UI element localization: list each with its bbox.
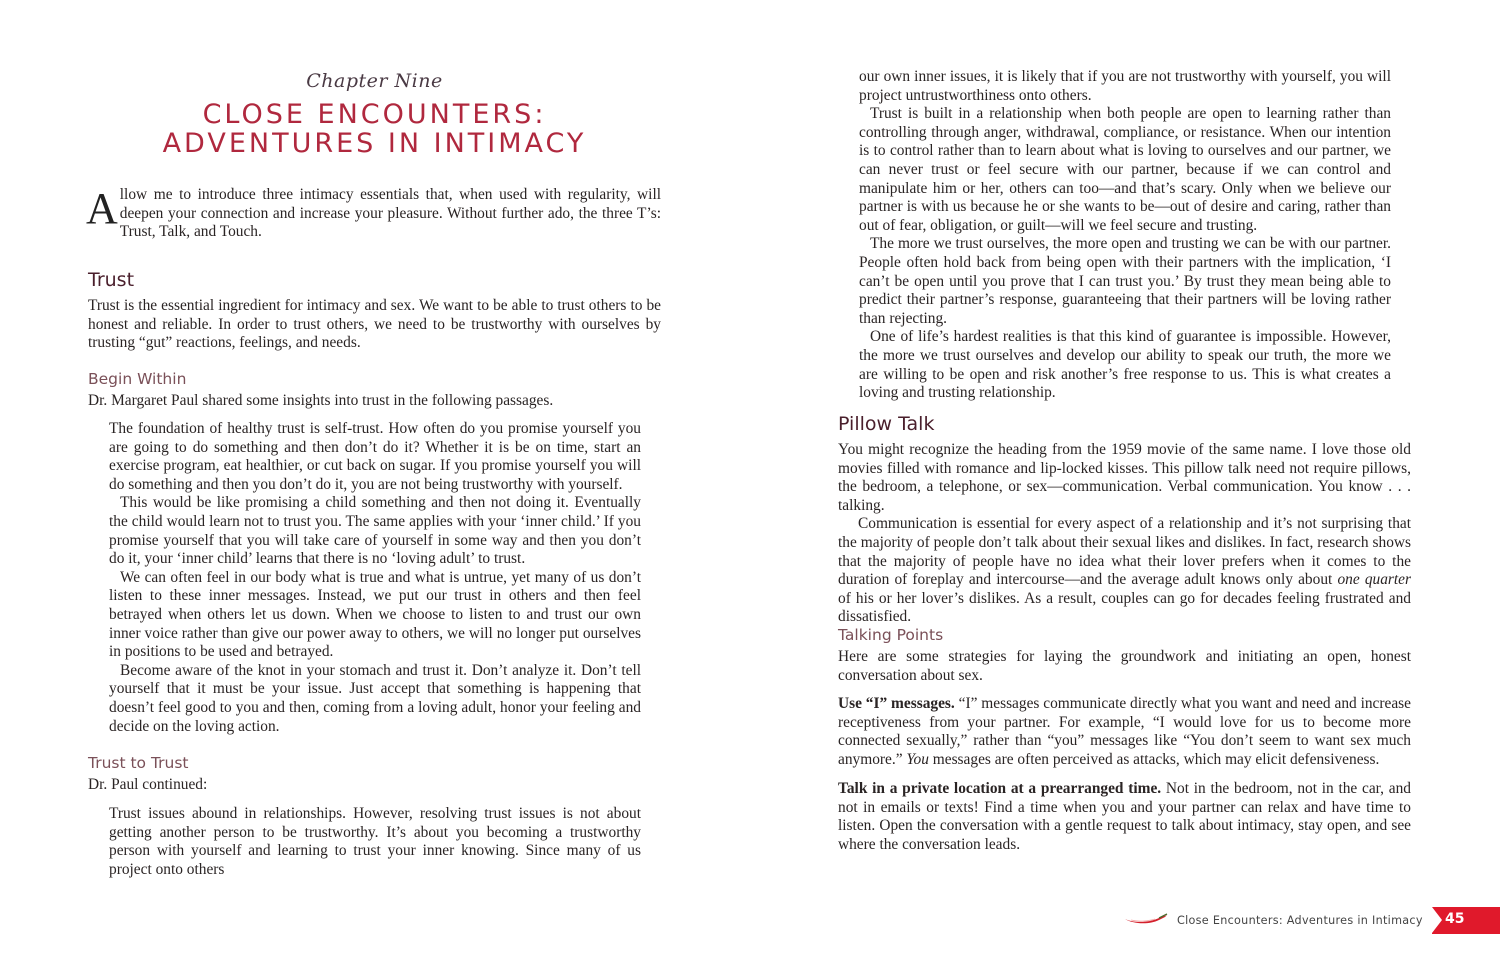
emphasis: one quarter: [1337, 571, 1412, 589]
right-page: [750, 0, 1500, 965]
tip-i-messages: [838, 695, 1411, 769]
subheading-talking-points: Talking Points: [838, 626, 944, 644]
running-title: Close Encounters: Adventures in Intimacy: [1177, 913, 1423, 927]
trust-body: Trust is the essential ingredient for intimacy and sex. We want to be able to trust others to be honest and reliable. In order to trust others, we need to be trustworthy with ourselves by trusting “gut” reactions, feelings, and needs.: [88, 297, 661, 352]
emphasis: You: [906, 750, 929, 768]
page-number: 45: [1445, 911, 1465, 927]
begin-within-lead: Dr. Margaret Paul shared some insights into trust in the following passages.: [88, 392, 554, 409]
text-run: Communication is essential for every aspect of a relationship and it’s not surprising that the majority of people don’t talk about their sexual likes and dislikes. In fact, research shows that the majority of people have no idea what their lover prefers when it comes to the duration of foreplay and intercourse—and the average adult knows only about: [838, 515, 1411, 589]
quote-paragraph: Become aware of the knot in your stomach and trust it. Don’t analyze it. Don’t tell yourself that it must be your issue. Just accept that something is happening that doesn’t feel good to you and then, coming from a loving adult, honor your feeling and decide on the loving action.: [109, 661, 641, 735]
quote-paragraph: We can often feel in our body what is true and what is untrue, yet many of us don’t listen to these inner messages. Instead, we put our trust in others and then feel betrayed when others let us down. When we choose to listen to and trust our own inner voice rather than give our power away to others, we will no longer put ourselves in positions to be used and betrayed.: [109, 568, 641, 661]
tip-title: Talk in a private location at a prearranged time.: [838, 780, 1162, 797]
intro-text: llow me to introduce three intimacy essentials that, when used with regularity, will deepen your connection and increase your pleasure. Without further ado, the three T’s: Trust, Talk, and Touch.: [119, 186, 661, 241]
pillow-talk-paragraph: You might recognize the heading from the 1959 movie of the same name. I love those old movies filled with romance and lip-locked kisses. This pillow talk need not require pillows, the bedroom, a telephone, or sex—communication. Verbal communication. You know . . . talking.: [838, 441, 1411, 514]
quote-paragraph: One of life’s hardest realities is that this kind of guarantee is impossible. However, the more we trust ourselves and develop our ability to speak our truth, the more we are willing to be open and risk another’s free response to us. This is what creates a loving and trusting relationship.: [859, 328, 1391, 402]
text-run: of his or her lover’s dislikes. As a result, couples can go for decades feeling frustrated and dissatisfied.: [838, 589, 1411, 626]
chapter-title-line1: CLOSE ENCOUNTERS:: [202, 99, 547, 130]
page-number-tab: [1432, 907, 1500, 934]
chapter-label: Chapter Nine: [306, 70, 443, 92]
tab-notch: [1432, 907, 1442, 933]
tip-private-location: [838, 780, 1411, 854]
section-heading-pillow-talk: Pillow Talk: [838, 413, 935, 435]
section-heading-trust: Trust: [88, 269, 135, 291]
quote-paragraph: our own inner issues, it is likely that if you are not trustworthy with yourself, you will project untrustworthiness onto others.: [859, 68, 1391, 104]
subheading-begin-within: Begin Within: [88, 370, 187, 388]
continued-quote: [859, 68, 1391, 403]
running-footer: [1123, 905, 1423, 935]
chapter-title-line2: ADVENTURES IN INTIMACY: [162, 128, 587, 159]
chapter-title: [88, 100, 661, 158]
talking-points-lead: Here are some strategies for laying the groundwork and initiating an open, honest conversation about sex.: [838, 648, 1411, 684]
trust-to-trust-quote: Trust issues abound in relationships. However, resolving trust issues is not about getting another person to be trustworthy. It’s about you becoming a trustworthy person with yourself and learning to trust your inner knowing. Since many of us project onto others: [109, 805, 641, 878]
pillow-talk-paragraph: [838, 515, 1411, 627]
quote-paragraph: This would be like promising a child something and then not doing it. Eventually the child would learn not to trust you. The same applies with your ‘inner child.’ If you promise yourself that you will take care of yourself in some way and then you don’t do it, your ‘inner child’ learns that there is no ‘loving adult’ to trust.: [109, 494, 641, 568]
tip-title: Use “I” messages.: [838, 695, 955, 712]
quote-paragraph: The foundation of healthy trust is self-trust. How often do you promise yourself you are going to do something and then don’t do it? Whether it is be on time, start an exercise program, eat healthier, or cut back on sugar. If you promise yourself you will do something and then you don’t do it, you are not being trustworthy with yourself.: [109, 420, 641, 493]
intro-paragraph: [88, 186, 661, 242]
text-run: “I” messages communicate directly what you want and need and increase receptiveness from your partner. For example, “I would love for us to become more connected sexually,” rather than “you” messages like “You don’t seem to want sex much anymore.”: [838, 695, 1411, 768]
trust-to-trust-lead: Dr. Paul continued:: [88, 776, 208, 793]
begin-within-quote: [109, 420, 641, 736]
text-run: Not in the bedroom, not in the car, and not in emails or texts! Find a time when you and your partner can relax and have time to listen. Open the conversation with a gentle request to talk about intimacy, stay open, and see where the conversation leads.: [838, 780, 1412, 853]
drop-cap: A: [86, 184, 118, 233]
text-run: messages are often perceived as attacks, which may elicit defensiveness.: [928, 750, 1380, 768]
subheading-trust-to-trust: Trust to Trust: [88, 754, 189, 772]
quote-paragraph: Trust is built in a relationship when both people are open to learning rather than controlling through anger, withdrawal, compliance, or resistance. When our intention is to control rather than to learn about what is loving to ourselves and our partner, we can never trust or feel secure with our partner, because if we can control and manipulate him or her, others can too—and that’s scary. Only when we believe our partner is with us because he or she wants to be—out of desire and caring, rather than out of fear, obligation, or guilt—will we feel secure and trusting.: [859, 105, 1391, 234]
pillow-talk-body: [838, 441, 1411, 627]
quote-paragraph: The more we trust ourselves, the more open and trusting we can be with our partner. People often hold back from being open with their partners with the implication, ‘I can’t be open until you prove that I can trust you.’ By trust they mean being able to predict their partner’s response, guaranteeing that their partners will be loving rather than rejecting.: [859, 235, 1391, 327]
chili-pepper-icon: [1123, 911, 1169, 930]
